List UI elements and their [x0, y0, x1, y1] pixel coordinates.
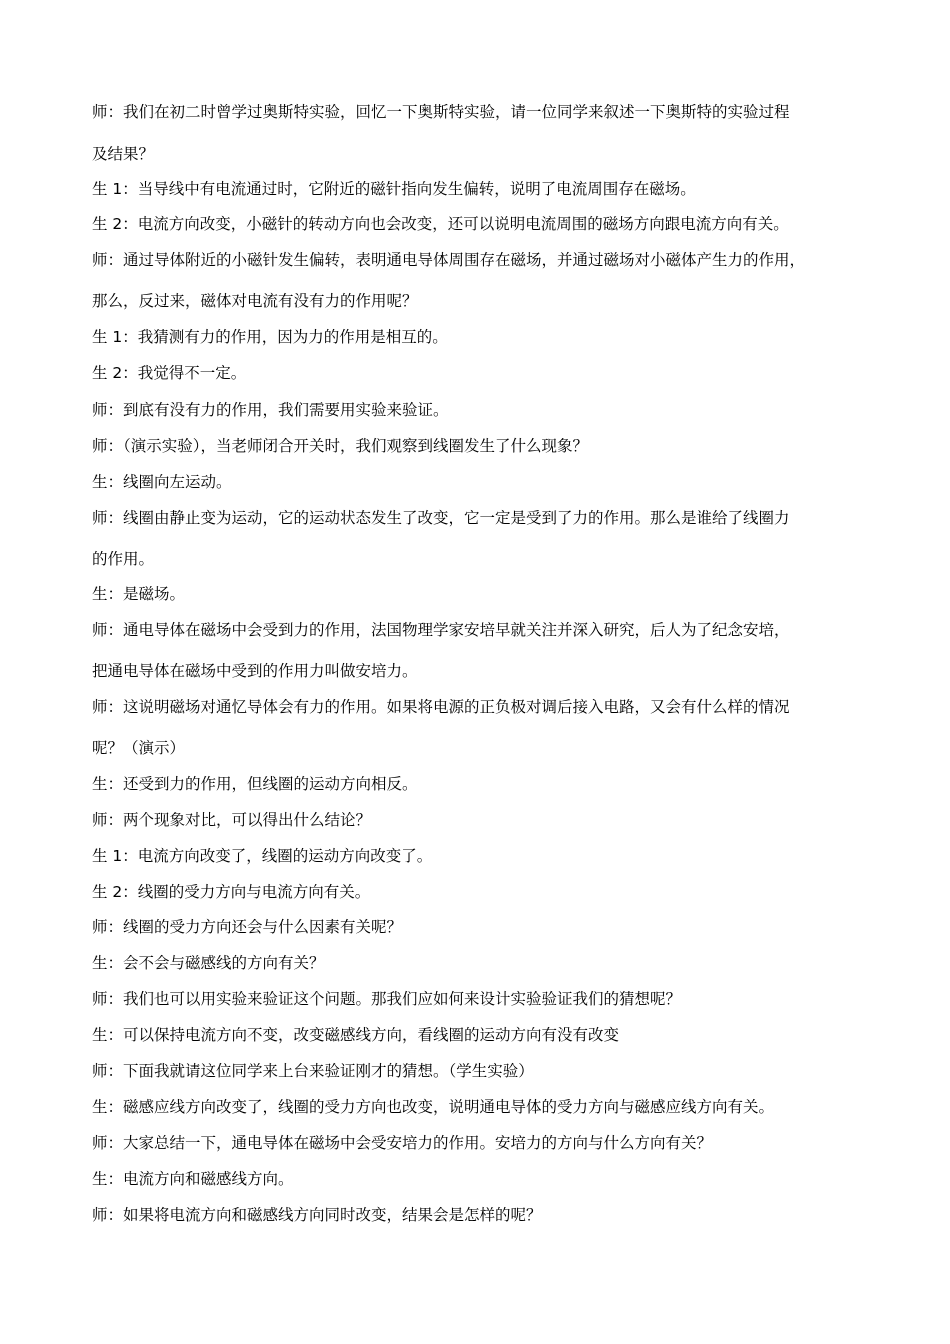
- text-line: 师：下面我就请这位同学来上台来验证刚才的猜想。（学生实验）: [92, 1062, 534, 1080]
- text-line: 及结果？: [92, 145, 155, 163]
- text-line: 师：两个现象对比，可以得出什么结论？: [92, 811, 372, 829]
- text-line: 师：如果将电流方向和磁感线方向同时改变，结果会是怎样的呢？: [92, 1206, 542, 1224]
- text-line: 生：可以保持电流方向不变，改变磁感线方向，看线圈的运动方向有没有改变: [92, 1026, 620, 1044]
- text-line: 师：线圈由静止变为运动，它的运动状态发生了改变，它一定是受到了力的作用。那么是谁给了线圈力: [92, 509, 790, 527]
- text-line: 师：我们在初二时曾学过奥斯特实验，回忆一下奥斯特实验，请一位同学来叙述一下奥斯特的实验过程: [92, 103, 790, 121]
- text-line: 师：通过导体附近的小磁针发生偏转，表明通电导体周围存在磁场，并通过磁场对小磁体产生力的作用，: [92, 251, 806, 269]
- text-line: 生 1：当导线中有电流通过时，它附近的磁针指向发生偏转，说明了电流周围存在磁场。: [92, 180, 696, 198]
- text-line: 生 2：线圈的受力方向与电流方向有关。: [92, 883, 371, 901]
- text-line: 生：电流方向和磁感线方向。: [92, 1170, 294, 1188]
- text-line: 师：大家总结一下，通电导体在磁场中会受安培力的作用。安培力的方向与什么方向有关？: [92, 1134, 713, 1152]
- text-line: 师：线圈的受力方向还会与什么因素有关呢？: [92, 918, 403, 936]
- text-line: 生：线圈向左运动。: [92, 473, 232, 491]
- text-line: 生 1：我猜测有力的作用，因为力的作用是相互的。: [92, 328, 448, 346]
- text-line: 师：我们也可以用实验来验证这个问题。那我们应如何来设计实验验证我们的猜想呢？: [92, 990, 682, 1008]
- text-line: 生：是磁场。: [92, 585, 186, 603]
- text-line: 生 1：电流方向改变了，线圈的运动方向改变了。: [92, 847, 433, 865]
- text-line: 生：磁感应线方向改变了，线圈的受力方向也改变，说明通电导体的受力方向与磁感应线方向有关。: [92, 1098, 775, 1116]
- text-line: 把通电导体在磁场中受到的作用力叫做安培力。: [92, 662, 418, 680]
- text-line: 呢？（演示）: [92, 739, 186, 757]
- text-line: 生 2：我觉得不一定。: [92, 364, 247, 382]
- text-line: 师：到底有没有力的作用，我们需要用实验来验证。: [92, 401, 449, 419]
- text-line: 师：这说明磁场对通忆导体会有力的作用。如果将电源的正负极对调后接入电路，又会有什么样的情况: [92, 698, 790, 716]
- text-line: 生：会不会与磁感线的方向有关？: [92, 954, 325, 972]
- text-line: 师：（演示实验），当老师闭合开关时，我们观察到线圈发生了什么现象？: [92, 437, 589, 455]
- text-line: 生：还受到力的作用，但线圈的运动方向相反。: [92, 775, 418, 793]
- text-line: 那么，反过来，磁体对电流有没有力的作用呢？: [92, 292, 418, 310]
- text-line: 生 2：电流方向改变，小磁针的转动方向也会改变，还可以说明电流周围的磁场方向跟电流方向有关。: [92, 215, 789, 233]
- text-line: 的作用。: [92, 550, 155, 568]
- text-line: 师：通电导体在磁场中会受到力的作用，法国物理学家安培早就关注并深入研究，后人为了纪念安培，: [92, 621, 790, 639]
